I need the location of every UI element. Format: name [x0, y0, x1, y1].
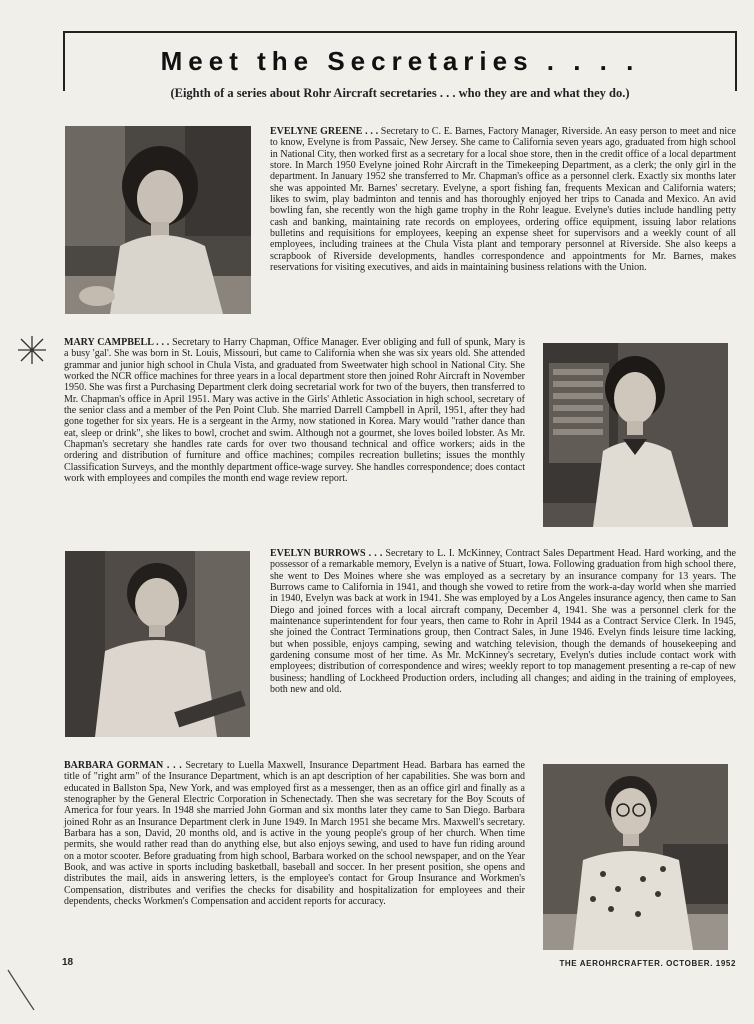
photo-barbara-gorman	[543, 764, 728, 950]
header-frame-right	[735, 31, 737, 91]
photo-mary-campbell	[543, 343, 728, 527]
bio-evelyne-greene	[270, 126, 736, 273]
bio-name-evelyne-greene: EVELYNE GREENE . . .	[270, 126, 379, 137]
bio-mary-campbell	[64, 337, 525, 484]
bio-text-barbara-gorman: Secretary to Luella Maxwell, Insurance Department Head. Barbara has earned the title of "right arm" of the Insurance Department, which is an apt description of her capabilities. She was born and educated in Ballston Spa, New York, and was employed first as a messenger, then as an office girl and finally as a stenographer by the General Electric Corporation in Schenectady. Then she was secretary for the Boy Scouts of America for four years. In 1948 she married John Gorman and six months later they came to San Diego. Barbara joined Rohr as an Insurance Department clerk in June 1949. In March 1951 she became Mrs. Maxwell's secretary. Barbara has a son, David, 20 months old, and is active in the young people's group of her church. When time permits, she would rather read than do anything else, but also enjoys sewing, and used to have fun riding around on a motor scooter. Before graduating from high school, Barbara worked on the school newspaper, and on the Year Book, and was active in sports including basketball, baseball and soccer. In her present position, she opens and distributes the mail, aids in answering letters, is the employee's contact for Group Insurance and Workmen's Compensation, distributes and verifies the checks for disability and hospitalization for employees and their dependents, checks Workmen's Compensation and accident reports for accuracy.	[64, 760, 525, 908]
bio-text-evelyne-greene: Secretary to C. E. Barnes, Factory Manager, Riverside. An easy person to meet and nice to know, Evelyne is from Passaic, New Jersey. She came to California seven years ago, graduated from high school in National City, then worked first as a secretary for a local shoe store, then in the credit office of a local department store. In March 1950 Evelyne joined Rohr Aircraft in the Timekeeping Department, as a clerk; the only girl in the department. In January 1952 she transferred to Mr. Chapman's office as a personnel clerk. Exactly six months later she was appointed Mr. Barnes' secretary. Evelyne, a sport fishing fan, frequents Mexican and California waters; likes to swim, play badminton and tennis and has thoroughly enjoyed her trips to Canada and Mexico. An avid bowling fan, she recently won the high game trophy in the Rohr league. Evelyne's duties include handling petty cash and banking, maintaining rate records on employees, ordering office equipment, issuing labor relations bulletins and requisitions for employees, keeping an expense sheet for supervisors and a weekly count of all employees, including trainees at the Chula Vista plant and temporary personnel at Riverside. She also keeps a scrapbook of Riverside developments, handles correspondence and appointments for Mr. Barnes, makes reservations for visiting executives, and aids in maintaining business relations with the Union.	[270, 126, 736, 274]
header-frame-top	[63, 31, 737, 33]
photo-evelyne-greene	[65, 126, 251, 314]
bio-text-evelyn-burrows: Secretary to L. I. McKinney, Contract Sales Department Head. Hard working, and the possessor of a remarkable memory, Evelyn is a native of Stuart, Iowa. Following graduation from high school there, she went to Des Moines where she was employed as a secretary by an insurance company for 13 years. The Burrows came to California in 1941, and though she vowed to retire from the work-a-day world when she married in 1940, Evelyn was back at work in 1941. She was employed by a Los Angeles insurance agency, then came to San Diego and joined forces with a local aircraft company, December 4, 1941. She was a personnel clerk for the maintenance superintendent for four years, then came to Rohr in April 1944 as a Contract Service Clerk. In 1945, she joined the Contract Terminations group, then Contract Sales, in June 1946. Evelyn finds leisure time lacking, but when possible, enjoys camping, sewing and watching television, though the demands of housekeeping and gardening consume most of her time. As Mr. McKinney's secretary, Evelyn's duties include contact work with employees; distribution of correspondence and wires; weekly report to top management presenting a re-cap of new business; handling of Lockheed Production orders, including all changes; and aiding in the training of employees, both new and old.	[270, 548, 736, 696]
bio-barbara-gorman	[64, 760, 525, 907]
pencil-stroke-mark	[4, 968, 38, 1012]
bio-name-barbara-gorman: BARBARA GORMAN . . .	[64, 760, 182, 771]
publication-line: THE AEROHRCRAFTER. OCTOBER. 1952	[559, 959, 736, 968]
bio-name-evelyn-burrows: EVELYN BURROWS . . .	[270, 548, 383, 559]
bio-text-mary-campbell: Secretary to Harry Chapman, Office Manager. Ever obliging and full of spunk, Mary is a busy 'gal'. She was born in St. Louis, Missouri, but came to California when she was six years old. She attended grammar and junior high school in Chula Vista, and graduated from Sweetwater high school in National City. She worked the NCR office machines for three years in a local department store then joined Rohr Aircraft in November 1950. She was first a Purchasing Department clerk doing secretarial work for two of the buyers, then transferred to Mr. Chapman's office in April 1951. Mary was active in the Girls' Athletic Association in high school, secretary of the senior class and a member of the Pen Point Club. She married Darrell Campbell in April, 1951, after they had gone together for six years. He is a sergeant in the Army, now stationed in Korea. Mary would "rather dance than eat, sleep or drink", she likes to bowl, crochet and swim. Although not a gourmet, she loves boiled lobster. As Mr. Chapman's secretary she handles rate cards for over two thousand technical and office workers; aids in the ordering and distribution of furniture and office machines; compiles recreation bulletins; issues the monthly Classification Surveys, and the monthly department office-wage survey. She handles correspondence; does contact work with employees and compiles the month end wage review report.	[64, 337, 526, 485]
bio-evelyn-burrows	[270, 548, 736, 695]
page-title: Meet the Secretaries . . . .	[160, 46, 640, 76]
bio-name-mary-campbell: MARY CAMPBELL . . .	[64, 337, 170, 348]
page-number: 18	[62, 957, 74, 968]
page-subtitle: (Eighth of a series about Rohr Aircraft secretaries . . . who they are and what they do.)	[170, 86, 630, 100]
pencil-star-mark	[14, 332, 50, 368]
photo-evelyn-burrows	[65, 551, 250, 737]
